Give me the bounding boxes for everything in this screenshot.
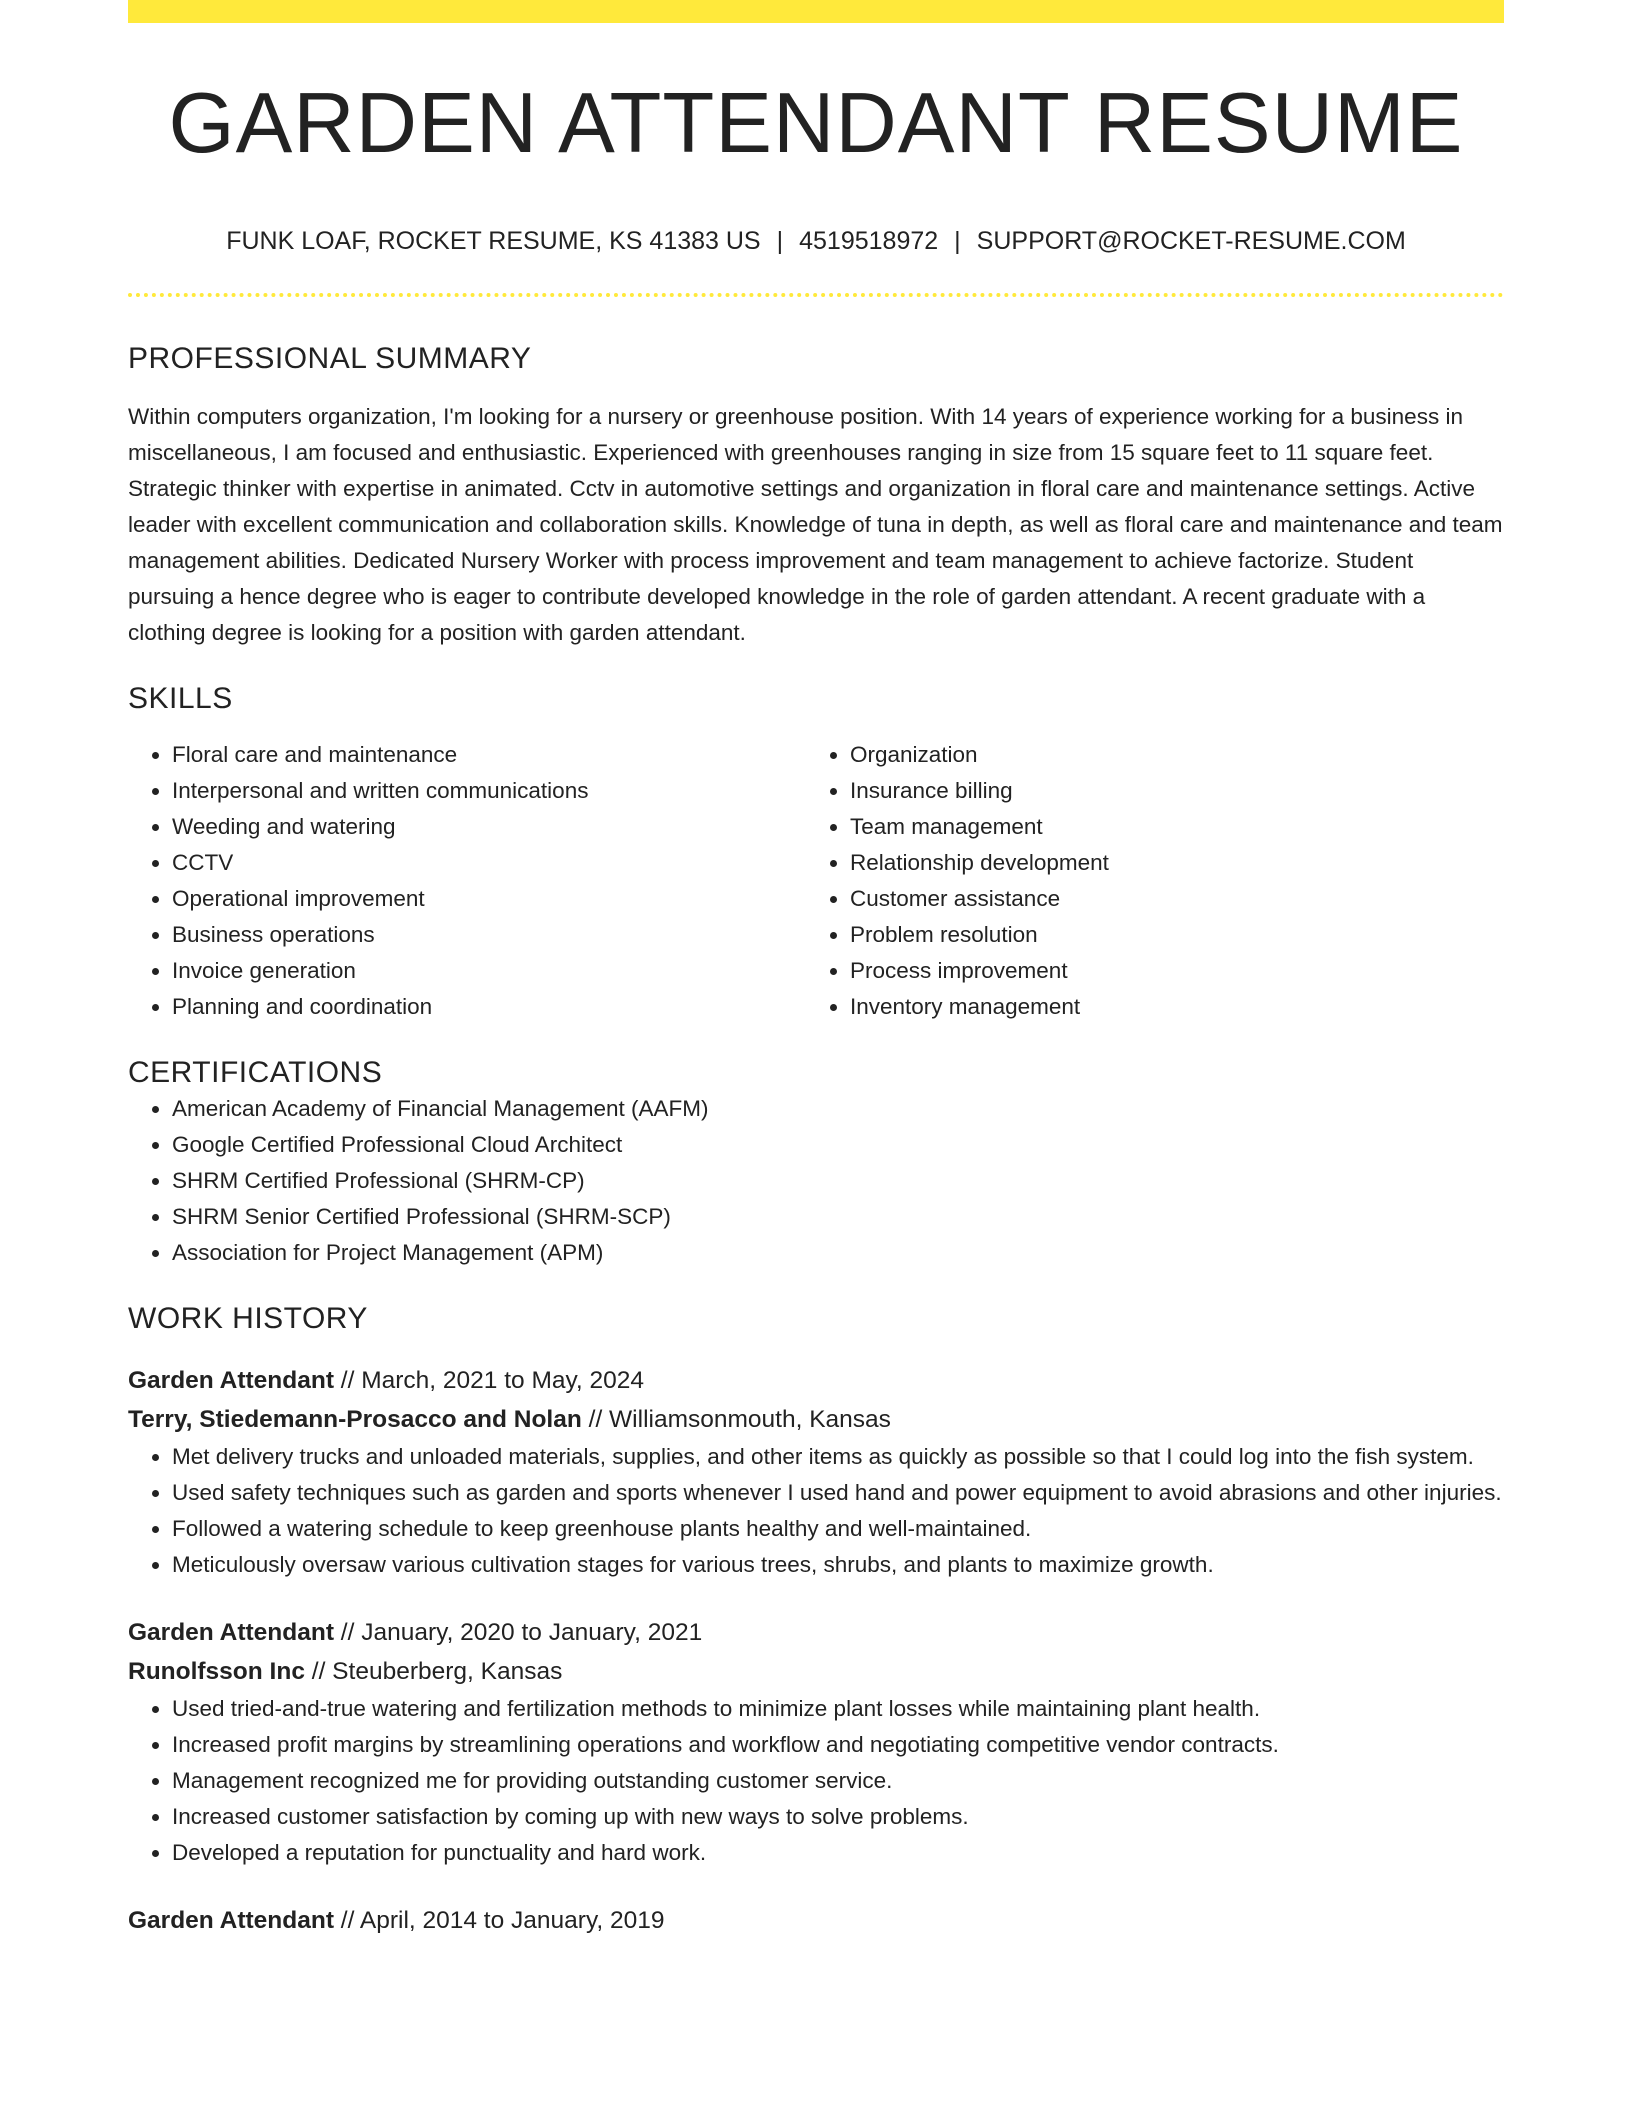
job-dates: // April, 2014 to January, 2019 (334, 1907, 665, 1934)
skill-item: • Problem resolution (850, 917, 1484, 953)
skill-item: • Planning and coordination (172, 989, 806, 1025)
job-location: // Steuberberg, Kansas (304, 1658, 563, 1685)
skill-item: • Process improvement (850, 953, 1484, 989)
job-location: // Williamsonmouth, Kansas (581, 1406, 891, 1433)
certification-item: • SHRM Senior Certified Professional (SHRM-SCP) (172, 1199, 1504, 1235)
job-title: Garden Attendant (128, 1367, 334, 1394)
job-entry (128, 1613, 1504, 1871)
certification-item: • Google Certified Professional Cloud Architect (172, 1127, 1504, 1163)
contact-email: SUPPORT@ROCKET-RESUME.COM (976, 227, 1406, 255)
job-bullet: • Followed a watering schedule to keep greenhouse plants healthy and well-maintained. (172, 1511, 1504, 1547)
summary-heading: PROFESSIONAL SUMMARY (128, 342, 532, 375)
skill-item: • Insurance billing (850, 773, 1484, 809)
top-accent-bar (128, 0, 1504, 23)
skills-heading: SKILLS (128, 682, 233, 715)
certification-item: • American Academy of Financial Management (AAFM) (172, 1091, 1504, 1127)
certification-item: • SHRM Certified Professional (SHRM-CP) (172, 1163, 1504, 1199)
skill-item: • Team management (850, 809, 1484, 845)
job-title-line (128, 1613, 1504, 1652)
certification-item: • Association for Project Management (APM) (172, 1235, 1504, 1271)
contact-address: FUNK LOAF, ROCKET RESUME, KS 41383 US (226, 227, 761, 255)
job-company-line (128, 1652, 1504, 1691)
contact-line (128, 226, 1504, 256)
job-entry (128, 1361, 1504, 1583)
skill-item: • Customer assistance (850, 881, 1484, 917)
job-bullet: • Met delivery trucks and unloaded materials, supplies, and other items as quickly as possible so that I could log into the fish system. (172, 1439, 1504, 1475)
job-bullet: • Management recognized me for providing outstanding customer service. (172, 1763, 1504, 1799)
skill-item: • CCTV (172, 845, 806, 881)
job-bullet: • Increased profit margins by streamlining operations and workflow and negotiating competitive vendor contracts. (172, 1727, 1504, 1763)
job-dates: // March, 2021 to May, 2024 (334, 1367, 645, 1394)
work-history-heading: WORK HISTORY (128, 1302, 368, 1335)
job-company: Runolfsson Inc (128, 1658, 305, 1685)
certifications-heading: CERTIFICATIONS (128, 1056, 383, 1089)
job-bullets (128, 1439, 1504, 1583)
contact-phone: 4519518972 (799, 227, 939, 255)
job-title: Garden Attendant (128, 1907, 334, 1934)
contact-separator: | (954, 227, 961, 255)
job-title-line (128, 1901, 1504, 1940)
skill-item: • Operational improvement (172, 881, 806, 917)
skill-item: • Inventory management (850, 989, 1484, 1025)
skill-item: • Weeding and watering (172, 809, 806, 845)
skills-column-left (128, 737, 806, 1025)
job-bullets (128, 1691, 1504, 1871)
summary-text: Within computers organization, I'm looking for a nursery or greenhouse position. With 14 years of experience working for a business in miscellaneous, I am focused and enthusiastic. Experienced with greenhouses ranging in size from 15 square feet to 11 square feet. Strategic thinker with expertise in animated. Cctv in automotive settings and organization in floral care and maintenance settings. Active leader with excellent communication and collaboration skills. Knowledge of tuna in depth, as well as floral care and maintenance and team management abilities. Dedicated Nursery Worker with process improvement and team management to achieve factorize. Student pursuing a hence degree who is eager to contribute developed knowledge in the role of garden attendant. A recent graduate with a clothing degree is looking for a position with garden attendant. (128, 404, 1503, 645)
contact-separator: | (776, 227, 784, 255)
dotted-divider (128, 293, 1504, 297)
skill-item: • Business operations (172, 917, 806, 953)
resume-page (128, 0, 1504, 1940)
skills-column-right (806, 737, 1484, 1025)
job-entry (128, 1901, 1504, 1940)
job-company-line (128, 1400, 1504, 1439)
job-title: Garden Attendant (128, 1619, 334, 1646)
skill-item: • Interpersonal and written communications (172, 773, 806, 809)
job-bullet: • Developed a reputation for punctuality and hard work. (172, 1835, 1504, 1871)
job-bullet: • Meticulously oversaw various cultivation stages for various trees, shrubs, and plants to maximize growth. (172, 1547, 1504, 1583)
job-bullet: • Increased customer satisfaction by coming up with new ways to solve problems. (172, 1799, 1504, 1835)
job-dates: // January, 2020 to January, 2021 (334, 1619, 703, 1646)
skill-item: • Relationship development (850, 845, 1484, 881)
job-title-line (128, 1361, 1504, 1400)
job-bullet: • Used tried-and-true watering and fertilization methods to minimize plant losses while maintaining plant health. (172, 1691, 1504, 1727)
skill-item: • Invoice generation (172, 953, 806, 989)
job-company: Terry, Stiedemann-Prosacco and Nolan (128, 1406, 582, 1433)
skills-grid (128, 737, 1504, 1025)
skill-item: • Floral care and maintenance (172, 737, 806, 773)
resume-title: GARDEN ATTENDANT RESUME (168, 76, 1464, 171)
certifications-list (128, 1091, 1504, 1271)
skill-item: • Organization (850, 737, 1484, 773)
job-bullet: • Used safety techniques such as garden and sports whenever I used hand and power equipment to avoid abrasions and other injuries. (172, 1475, 1504, 1511)
